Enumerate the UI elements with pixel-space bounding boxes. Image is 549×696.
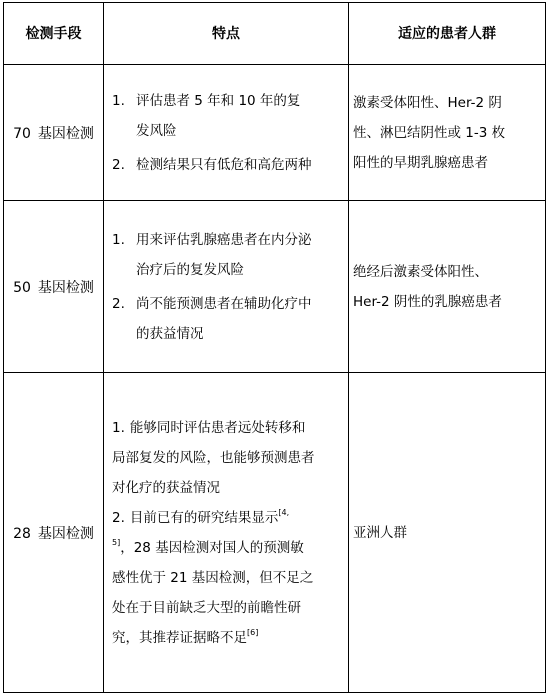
feature-line: 检测结果只有低危和高危两种 — [136, 156, 312, 173]
feature-line: 发风险 — [136, 122, 177, 139]
feature-index: 2. — [112, 295, 125, 312]
feature-line: 尚不能预测患者在辅助化疗中 — [136, 295, 312, 312]
feature-index: 1. — [112, 231, 125, 248]
feature-item — [112, 86, 344, 146]
table-row — [4, 373, 546, 693]
gene-count: 28 — [13, 525, 31, 542]
gene-count: 70 — [13, 125, 31, 142]
feature-index: 1. — [112, 92, 125, 109]
gene-test-table — [3, 2, 546, 693]
features-cell — [104, 201, 349, 373]
population-line: 阳性的早期乳腺癌患者 — [353, 154, 488, 171]
header-population: 适应的患者人群 — [349, 3, 546, 65]
feature-line: 用来评估乳腺癌患者在内分泌 — [136, 231, 312, 248]
feature-line: 评估患者 5 年和 10 年的复 — [136, 92, 301, 109]
feature-line — [112, 623, 344, 653]
header-row — [4, 3, 546, 65]
citation-ref[interactable]: [6] — [247, 627, 259, 637]
population-cell — [349, 201, 546, 373]
feature-index: 1. — [112, 419, 125, 436]
population-line: Her-2 阴性的乳腺癌患者 — [353, 293, 502, 310]
feature-text: 究，其推荐证据略不足 — [112, 629, 247, 646]
feature-text: ，28 基因检测对国人的预测敏 — [120, 539, 304, 556]
feature-line: 对化疗的获益情况 — [112, 479, 220, 496]
citation-ref[interactable]: [4, — [278, 507, 290, 517]
feature-text: 目前已有的研究结果显示 — [129, 509, 279, 526]
method-label: 基因检测 — [37, 525, 94, 542]
citation-ref[interactable]: 5] — [112, 537, 121, 547]
feature-text — [136, 225, 344, 285]
population-line: 激素受体阳性、Her-2 阴 — [353, 94, 502, 111]
method-label: 基因检测 — [37, 125, 94, 142]
feature-item — [112, 413, 344, 503]
feature-index: 2. — [112, 509, 125, 526]
feature-text — [136, 289, 344, 349]
population-line: 绝经后激素受体阳性、 — [353, 263, 488, 280]
method-cell — [4, 373, 104, 693]
feature-line — [112, 503, 344, 533]
table-row — [4, 201, 546, 373]
population-line: 性、淋巴结阴性或 1-3 枚 — [353, 124, 506, 141]
feature-line: 感性优于 21 基因检测，但不足之 — [112, 569, 314, 586]
feature-text: 能够同时评估患者远处转移和 — [129, 419, 306, 436]
feature-line: 的获益情况 — [136, 325, 204, 342]
population-cell — [349, 65, 546, 201]
feature-item — [112, 225, 344, 285]
feature-line — [112, 413, 344, 443]
feature-item — [112, 150, 344, 180]
header-method: 检测手段 — [4, 3, 104, 65]
features-cell — [104, 373, 349, 693]
feature-line: 治疗后的复发风险 — [136, 261, 244, 278]
gene-count: 50 — [13, 279, 31, 296]
feature-text — [136, 86, 344, 146]
feature-line — [112, 533, 344, 563]
method-cell — [4, 201, 104, 373]
population-cell — [349, 373, 546, 693]
feature-item — [112, 289, 344, 349]
feature-text — [136, 150, 344, 180]
feature-index: 2. — [112, 156, 125, 173]
feature-item — [112, 503, 344, 653]
features-cell — [104, 65, 349, 201]
feature-line: 处在于目前缺乏大型的前瞻性研 — [112, 599, 301, 616]
population-line: 亚洲人群 — [353, 524, 407, 541]
method-cell — [4, 65, 104, 201]
header-features: 特点 — [104, 3, 349, 65]
table-row — [4, 65, 546, 201]
feature-line: 局部复发的风险，也能够预测患者 — [112, 449, 315, 466]
method-label: 基因检测 — [37, 279, 94, 296]
